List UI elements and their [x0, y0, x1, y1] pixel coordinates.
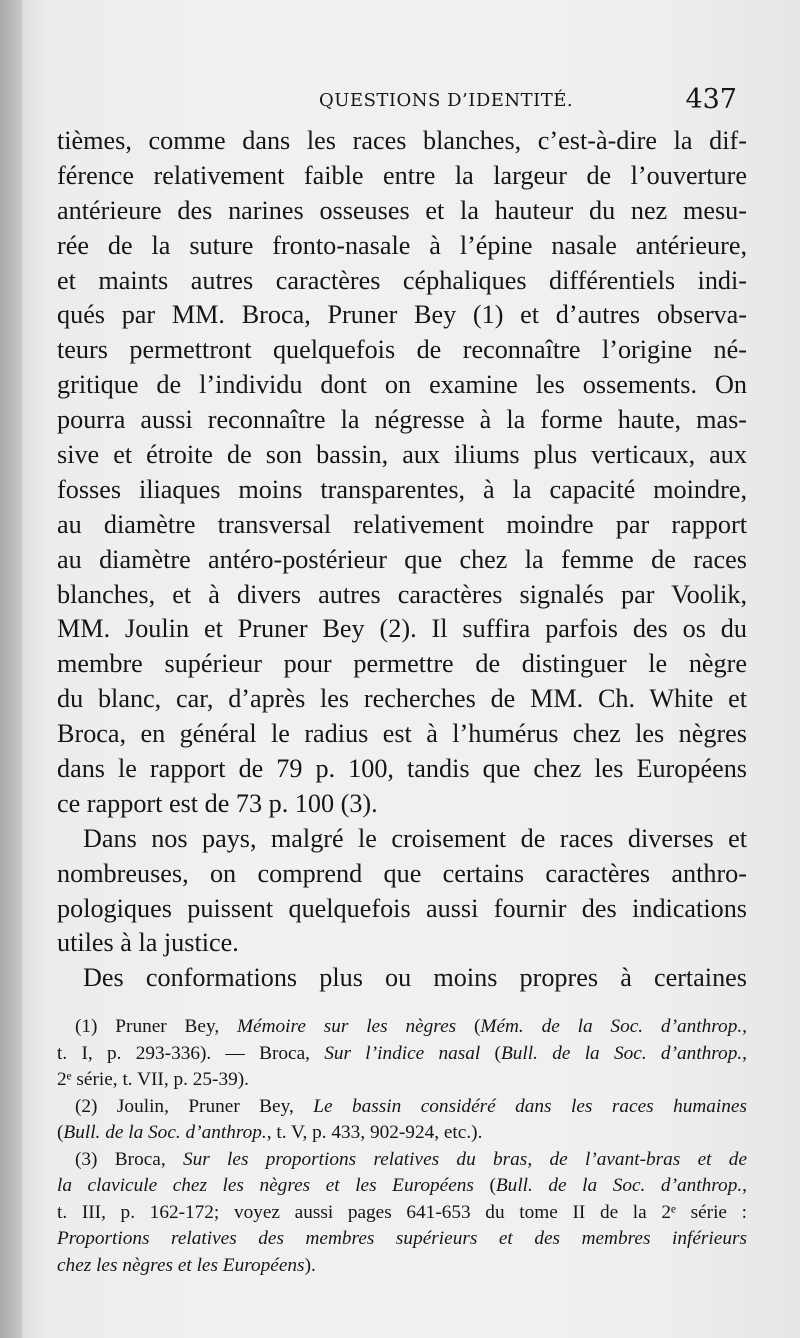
page-edge-shadow [0, 0, 22, 1338]
footnote-3-line [57, 1173, 747, 1200]
body-line: nombreuses, on comprend que certains caractères anthro- [57, 858, 747, 888]
footnote-text: , [742, 1016, 747, 1037]
footnotes [57, 1014, 747, 1279]
footnote-italic: Proportions relatives des membres supérieurs et des membres inférieurs [57, 1228, 747, 1249]
footnote-text: ( [480, 1042, 501, 1064]
page-header [57, 84, 737, 120]
footnote-1-line [57, 1014, 747, 1041]
footnote-italic: Sur les proportions relatives du bras, de l’avant-bras et de [182, 1148, 748, 1170]
footnote-2-line [57, 1120, 747, 1147]
body-line: dans le rapport de 79 p. 100, tandis que chez les Européens [57, 754, 747, 784]
footnote-3-line [57, 1253, 747, 1280]
body-line: utiles à la justice. [57, 928, 239, 958]
body-line: gritique de l’individu dont on examine les ossements. On [57, 370, 747, 400]
footnote-text: ( [473, 1175, 496, 1196]
body-line: Dans nos pays, malgré le croisement de races diverses et [83, 823, 747, 853]
footnote-text: , [742, 1042, 747, 1064]
footnote-2-line [57, 1094, 747, 1121]
body-line: et maints autres caractères céphaliques différentiels indi- [57, 265, 747, 295]
body-line: pologiques puissent quelquefois aussi fournir des indications [57, 893, 747, 923]
body-line: pourra aussi reconnaître la négresse à la forme haute, mas- [57, 405, 747, 435]
footnote-text: t. I, p. 293-336). — Broca, [57, 1042, 325, 1064]
footnote-italic: chez les nègres et les Européens [57, 1254, 305, 1276]
page-number: 437 [685, 84, 737, 115]
footnote-italic: Mémoire sur les nègres [237, 1016, 457, 1037]
footnote-text: , t. V, p. 433, 902-924, etc.). [266, 1122, 483, 1143]
body-line: qués par MM. Broca, Pruner Bey (1) et d’autres observa- [57, 300, 747, 330]
footnote-italic: Bull. de la Soc. d’anthrop. [500, 1042, 743, 1064]
footnote-italic: Sur l’indice nasal [324, 1042, 481, 1064]
body-line: fosses iliaques moins transparentes, à la capacité moindre, [57, 474, 747, 504]
footnote-text: ( [57, 1122, 64, 1143]
body-text [57, 124, 747, 996]
body-line: MM. Joulin et Pruner Bey (2). Il suffira parfois des os du [57, 614, 747, 644]
footnote-text: (2) Joulin, Pruner Bey, [75, 1095, 314, 1117]
running-head: QUESTIONS D’IDENTITÉ. [319, 90, 574, 111]
footnote-1-line [57, 1041, 747, 1068]
body-line: sive et étroite de son bassin, aux iliums plus verticaux, aux [57, 440, 747, 470]
body-line: teurs permettront quelquefois de reconnaître l’origine né- [57, 335, 747, 365]
footnote-italic: la clavicule chez les nègres et les Européens [57, 1175, 474, 1196]
footnote-text: (1) Pruner Bey, [75, 1016, 237, 1037]
footnote-italic: Bull. de la Soc. d’anthrop. [63, 1122, 267, 1143]
footnote-1-line: 2ᵉ série, t. VII, p. 25-39). [57, 1069, 250, 1090]
footnote-text: ( [456, 1016, 481, 1037]
footnote-italic: Mém. de la Soc. d’anthrop. [480, 1016, 743, 1037]
body-line: du blanc, car, d’après les recherches de MM. Ch. White et [57, 684, 747, 714]
footnote-text: (3) Broca, [75, 1148, 183, 1170]
body-line: ce rapport est de 73 p. 100 (3). [57, 788, 378, 818]
footnote-3-line [57, 1226, 747, 1253]
footnote-italic: Le bassin considéré dans les races humaines [313, 1095, 747, 1117]
footnote-italic: Bull. de la Soc. d’anthrop. [495, 1175, 743, 1196]
footnote-text: , [742, 1175, 747, 1196]
body-line: au diamètre antéro-postérieur que chez la femme de races [57, 544, 747, 574]
footnote-3-line: t. III, p. 162-172; voyez aussi pages 641-653 du tome II de la 2ᵉ série : [57, 1201, 747, 1223]
footnote-3-line [57, 1147, 747, 1174]
body-line: férence relativement faible entre la largeur de l’ouverture [57, 160, 747, 190]
body-line: tièmes, comme dans les races blanches, c’est-à-dire la dif- [57, 126, 747, 155]
body-line: antérieure des narines osseuses et la hauteur du nez mesu- [57, 195, 747, 225]
footnote-text: ). [304, 1254, 316, 1276]
body-line: Broca, en général le radius est à l’humérus chez les nègres [57, 719, 747, 749]
body-line: rée de la suture fronto-nasale à l’épine nasale antérieure, [57, 230, 747, 260]
body-line: membre supérieur pour permettre de distinguer le nègre [57, 649, 747, 679]
body-line: Des conformations plus ou moins propres à certaines [83, 963, 747, 993]
body-line: blanches, et à divers autres caractères signalés par Voolik, [57, 579, 747, 609]
body-line: au diamètre transversal relativement moindre par rapport [57, 509, 747, 539]
